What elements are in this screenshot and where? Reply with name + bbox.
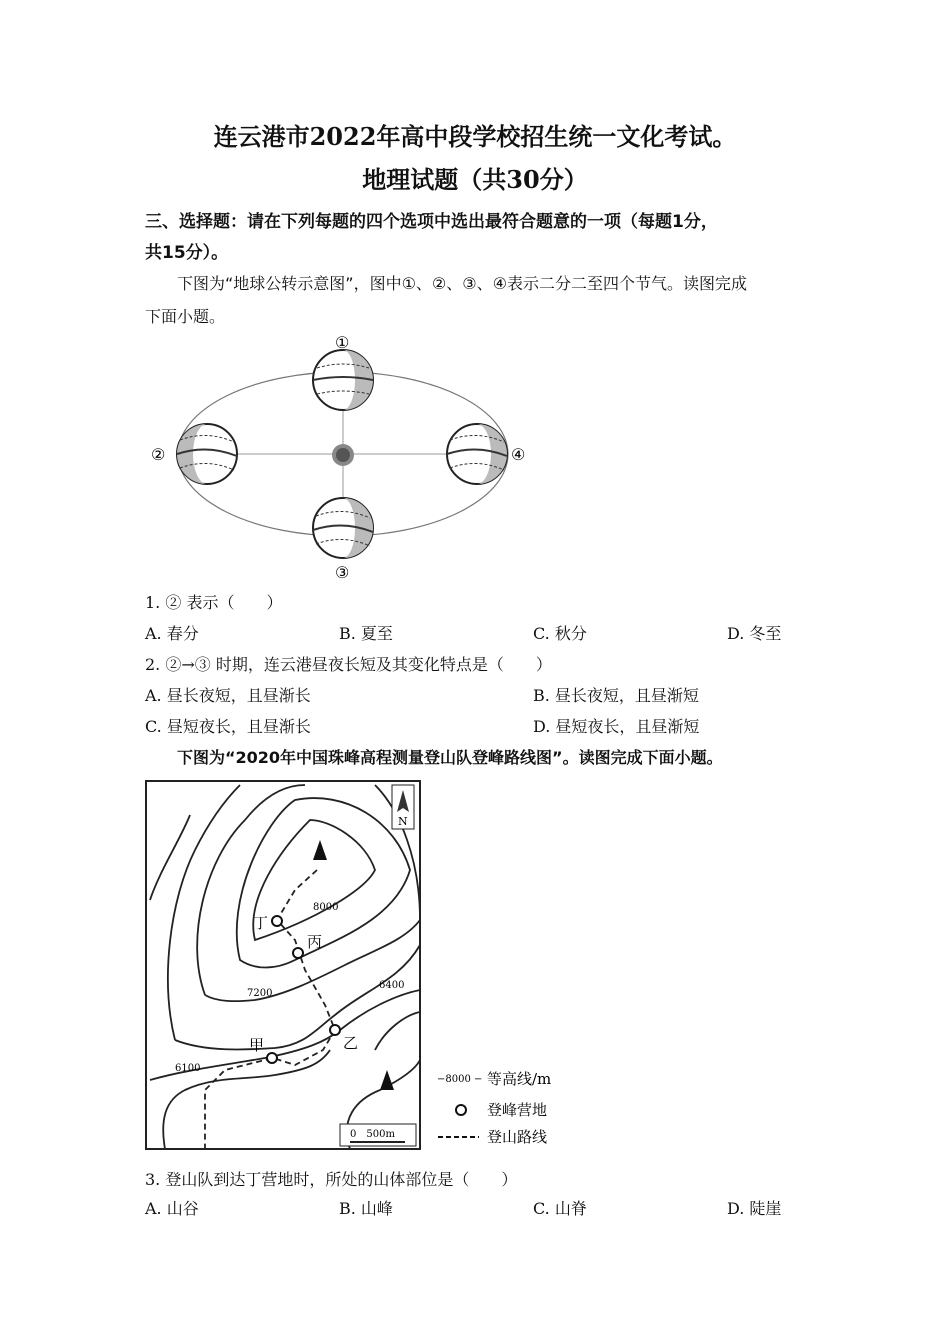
camp-ding-label: 丁 [253, 914, 269, 932]
intro2: 下图为“2020年中国珠峰高程测量登山队登峰路线图”。读图完成下面小题。 [177, 748, 723, 767]
scale-label: 0 500m [350, 1129, 395, 1140]
north-label: N [398, 815, 408, 828]
contour-label-6400: 6400 [379, 980, 405, 991]
question-3-stem: 3. 登山队到达丁营地时，所处的山体部位是（ ） [145, 1170, 518, 1189]
earth-icon-2 [177, 424, 237, 484]
earth-icon-4 [447, 424, 507, 484]
q1-option-b[interactable]: B. 夏至 [339, 624, 393, 643]
legend-route-label: 登山路线 [487, 1128, 548, 1146]
q1-option-a[interactable]: A. 春分 [145, 624, 199, 643]
camp-yi-label: 乙 [343, 1034, 359, 1052]
exam-title: 连云港市2022年高中段学校招生统一文化考试。 [213, 122, 737, 151]
q1-option-d[interactable]: D. 冬至 [727, 624, 782, 643]
contour-label-7200: 7200 [247, 988, 273, 999]
earth-icon-1 [313, 350, 373, 410]
legend-contour-label: 等高线/m [487, 1070, 552, 1088]
q3-option-b[interactable]: B. 山峰 [339, 1199, 393, 1218]
contour-label-6100: 6100 [175, 1063, 201, 1074]
question-1-stem: 1. ② 表示（ ） [145, 593, 283, 612]
camp-bing-label: 丙 [307, 933, 323, 951]
camp-jia-label: 甲 [249, 1036, 265, 1054]
exam-subtitle: 地理试题（共30分） [362, 165, 588, 194]
camp-yi-marker [330, 1025, 340, 1035]
camp-ding-marker [272, 916, 282, 926]
legend-camp-label: 登峰营地 [487, 1101, 548, 1119]
q2-option-b[interactable]: B. 昼长夜短，且昼渐短 [533, 686, 699, 705]
orbit-label-1: ① [335, 333, 350, 352]
topo-map [145, 780, 565, 1152]
section-heading-line2: 共15分）。 [145, 243, 229, 263]
q2-option-a[interactable]: A. 昼长夜短，且昼渐长 [145, 686, 311, 705]
orbit-label-3: ③ [335, 563, 350, 582]
legend-camp-icon [456, 1105, 466, 1115]
question-2-stem: 2. ②→③ 时期，连云港昼夜长短及其变化特点是（ ） [145, 655, 552, 674]
earth-icon-3 [313, 498, 373, 558]
q2-option-d[interactable]: D. 昼短夜长，且昼渐短 [533, 717, 700, 736]
orbit-label-2: ② [151, 445, 166, 464]
intro1-line1: 下图为“地球公转示意图”，图中①、②、③、④表示二分二至四个节气。读图完成 [177, 274, 747, 293]
orbit-diagram [145, 328, 545, 583]
q1-option-c[interactable]: C. 秋分 [533, 624, 587, 643]
camp-bing-marker [293, 948, 303, 958]
legend-contour-sample: −8000 − [437, 1074, 483, 1085]
q3-option-a[interactable]: A. 山谷 [145, 1199, 199, 1218]
camp-jia-marker [267, 1053, 277, 1063]
section-heading-line1: 三、选择题：请在下列每题的四个选项中选出最符合题意的一项（每题1分， [145, 212, 718, 232]
q3-option-d[interactable]: D. 陡崖 [727, 1199, 782, 1218]
orbit-label-4: ④ [511, 445, 526, 464]
contour-label-8000: 8000 [313, 902, 339, 913]
q3-option-c[interactable]: C. 山脊 [533, 1199, 587, 1218]
q2-option-c[interactable]: C. 昼短夜长，且昼渐长 [145, 717, 311, 736]
intro1-line2: 下面小题。 [145, 307, 226, 326]
